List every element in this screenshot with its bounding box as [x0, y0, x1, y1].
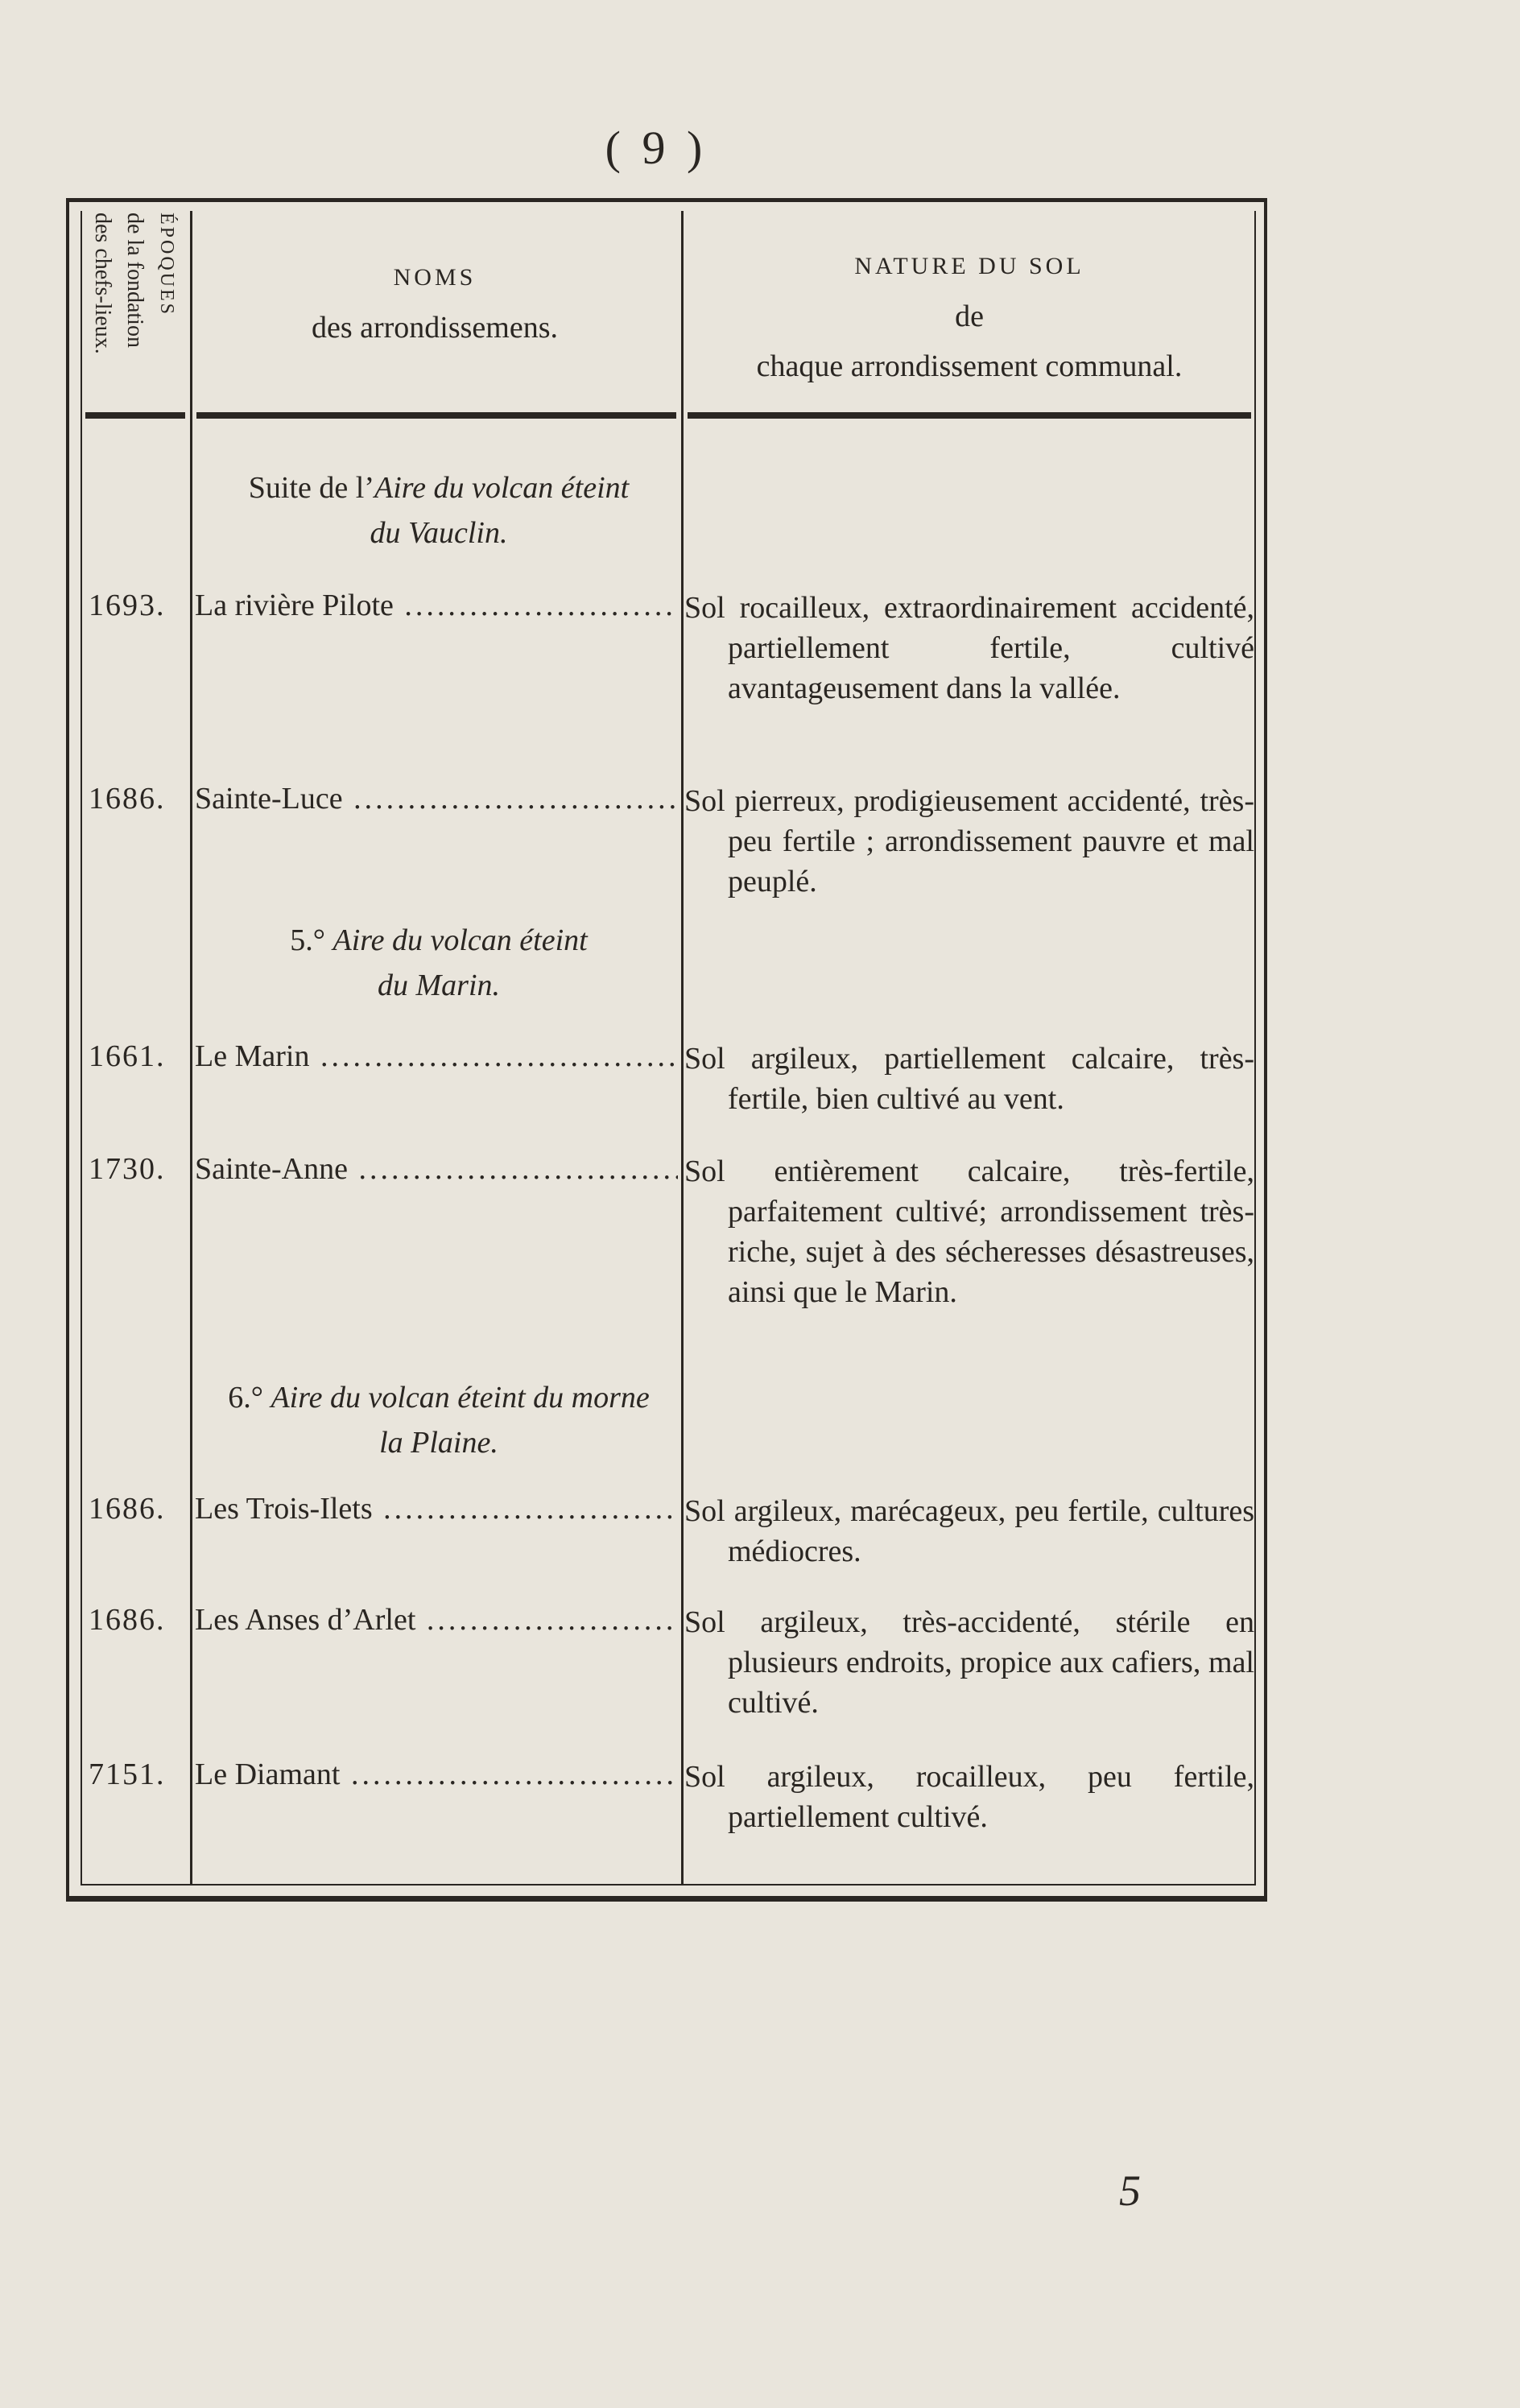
header-nature-line3: chaque arrondissement communal. — [756, 349, 1183, 383]
row-name: La rivière Pilote ..... — [195, 588, 678, 623]
section-title: Aire du volcan éteint — [332, 923, 588, 957]
section-prefix: 6.° — [228, 1381, 271, 1415]
header-nature-title: NATURE DU SOL — [854, 253, 1084, 279]
section-title: Aire du volcan éteint du morne — [271, 1381, 650, 1415]
header-rule-3 — [688, 412, 1251, 419]
section-heading — [193, 465, 684, 556]
column-divider-2 — [681, 211, 684, 1886]
section-prefix: Suite de l’ — [248, 471, 374, 505]
column-divider-1 — [190, 211, 192, 1886]
row-name: Sainte-Luce ..... — [195, 781, 678, 816]
header-epoques — [87, 213, 184, 414]
header-nature — [684, 242, 1254, 391]
row-year: 1730. — [89, 1152, 166, 1186]
header-noms — [193, 253, 676, 353]
row-year: 1686. — [89, 1603, 166, 1637]
row-description: Sol argileux, marécageux, peu fertile, cultures médiocres. — [684, 1494, 1254, 1568]
section-heading — [193, 1375, 684, 1465]
section-heading — [193, 918, 684, 1008]
row-name: Sainte-Anne ..... — [195, 1151, 678, 1187]
row-name: Le Marin ..... — [195, 1039, 678, 1074]
header-noms-title: NOMS — [393, 264, 477, 291]
row-name: Les Anses d’Arlet ..... — [195, 1602, 678, 1638]
page-number: ( 9 ) — [605, 122, 708, 174]
row-description: Sol rocailleux, extraordinairement accidenté, partiellement fertile, cultivé avantageusement dans la vallée. — [684, 591, 1254, 705]
header-rule-2 — [196, 412, 676, 419]
signature-mark: 5 — [1119, 2166, 1141, 2215]
header-noms-sub: des arrondissemens. — [311, 311, 559, 345]
section-title-line2: du Vauclin. — [370, 516, 508, 550]
row-year: 1686. — [89, 1492, 166, 1526]
row-year: 7151. — [89, 1757, 166, 1791]
section-title-line2: la Plaine. — [379, 1426, 498, 1460]
section-prefix: 5.° — [290, 923, 333, 957]
row-description: Sol argileux, très-accidenté, stérile en plusieurs endroits, propice aux cafiers, mal cultivé. — [684, 1605, 1254, 1720]
row-description: Sol pierreux, prodigieusement accidenté, très-peu fertile ; arrondissement pauvre et mal peuplé. — [684, 784, 1254, 898]
row-description: Sol argileux, partiellement calcaire, très-fertile, bien cultivé au vent. — [684, 1042, 1254, 1116]
header-epoques-line2: de la fondation — [122, 213, 147, 348]
row-description: Sol argileux, rocailleux, peu fertile, partiellement cultivé. — [684, 1760, 1254, 1834]
section-title-line2: du Marin. — [378, 969, 500, 1002]
header-epoques-line1: ÉPOQUES — [156, 213, 177, 317]
section-title: Aire du volcan éteint — [374, 471, 630, 505]
header-nature-line2: de — [955, 299, 984, 333]
header-epoques-line3: des chefs-lieux. — [90, 213, 115, 354]
row-year: 1693. — [89, 589, 166, 622]
row-description: Sol entièrement calcaire, très-fertile, parfaitement cultivé; arrondissement très-riche, sujet à des sécheresses désastreuses, ainsi que le Marin. — [684, 1154, 1254, 1309]
row-year: 1661. — [89, 1039, 166, 1073]
row-name: Le Diamant ..... — [195, 1757, 678, 1792]
row-year: 1686. — [89, 782, 166, 816]
row-name: Les Trois-Ilets ..... — [195, 1491, 678, 1526]
